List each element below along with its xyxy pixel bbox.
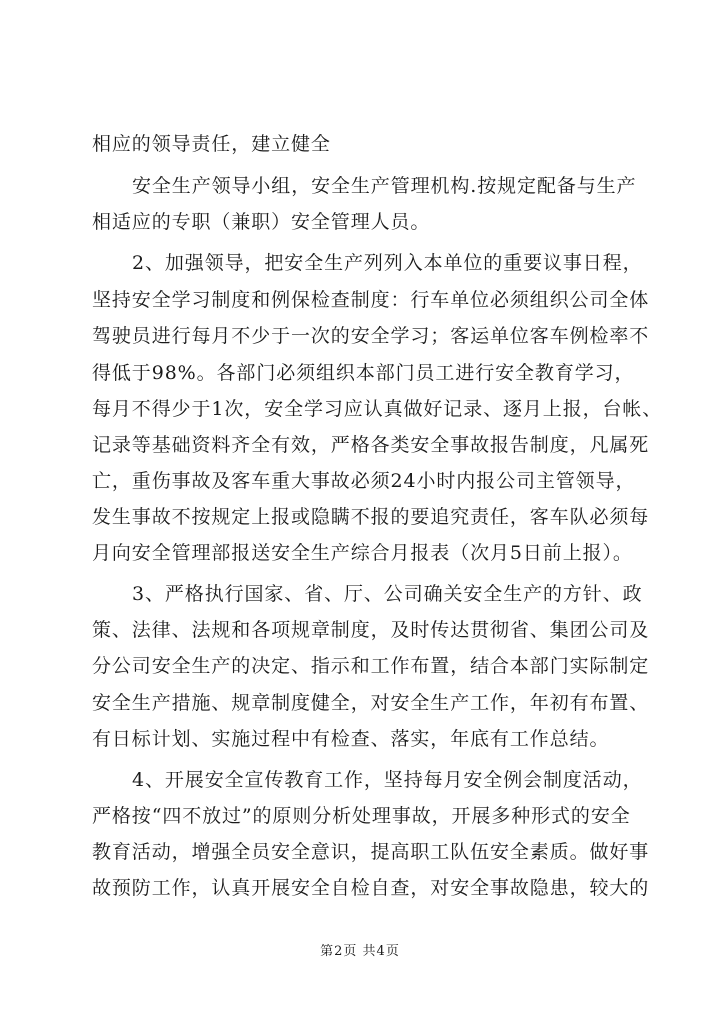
text-line: 坚持安全学习制度和例保检查制度：行车单位必须组织公司全体	[92, 289, 650, 311]
text-line: 驾驶员进行每月不少于一次的安全学习；客运单位客车例检率不	[92, 325, 650, 347]
text-line: 亡，重伤事故及客车重大事故必须24小时内报公司主管领导，	[92, 470, 636, 492]
text-line: 得低于98%。各部门必须组织本部门员工进行安全教育学习，	[92, 362, 635, 384]
text-line: 故预防工作，认真开展安全自检自查，对安全事故隐患，较大的	[92, 877, 650, 899]
text-line: 每月不得少于1次，安全学习应认真做好记录、逐月上报，台帐、	[92, 398, 663, 420]
text-line: 有日标计划、实施过程中有检查、落实，年底有工作总结。	[92, 728, 610, 750]
text-line: 严格按“四不放过”的原则分析处理事故，开展多种形式的安全	[92, 805, 631, 827]
text-line: 策、法律、法规和各项规章制度，及时传达贯彻省、集团公司及	[92, 619, 650, 641]
text-line: 相应的领导责任，建立健全	[92, 133, 331, 155]
text-line: 教育活动，增强全员安全意识，提高职工队伍安全素质。做好事	[92, 841, 650, 863]
page-number-footer: 第2页 共4页	[320, 944, 400, 959]
text-line: 发生事故不按规定上报或隐瞒不报的要追究责任，客车队必须每	[92, 506, 650, 528]
text-line: 4、开展安全宣传教育工作，坚持每月安全例会制度活动，	[132, 769, 643, 791]
text-line: 安全生产领导小组，安全生产管理机构.按规定配备与生产	[132, 175, 637, 197]
text-line: 分公司安全生产的决定、指示和工作布置，结合本部门实际制定	[92, 655, 650, 677]
text-line: 相适应的专职（兼职）安全管理人员。	[92, 211, 431, 233]
text-line: 2、加强领导，把安全生产列列入本单位的重要议事日程，	[132, 252, 643, 274]
text-line: 月向安全管理部报送安全生产综合月报表（次月5日前上报）。	[92, 542, 633, 564]
text-line: 安全生产措施、规章制度健全，对安全生产工作，年初有布置、	[92, 692, 650, 714]
text-line: 3、严格执行国家、省、厅、公司确关安全生产的方针、政	[132, 583, 643, 605]
text-line: 记录等基础资料齐全有效，严格各类安全事故报告制度，凡属死	[92, 434, 650, 456]
